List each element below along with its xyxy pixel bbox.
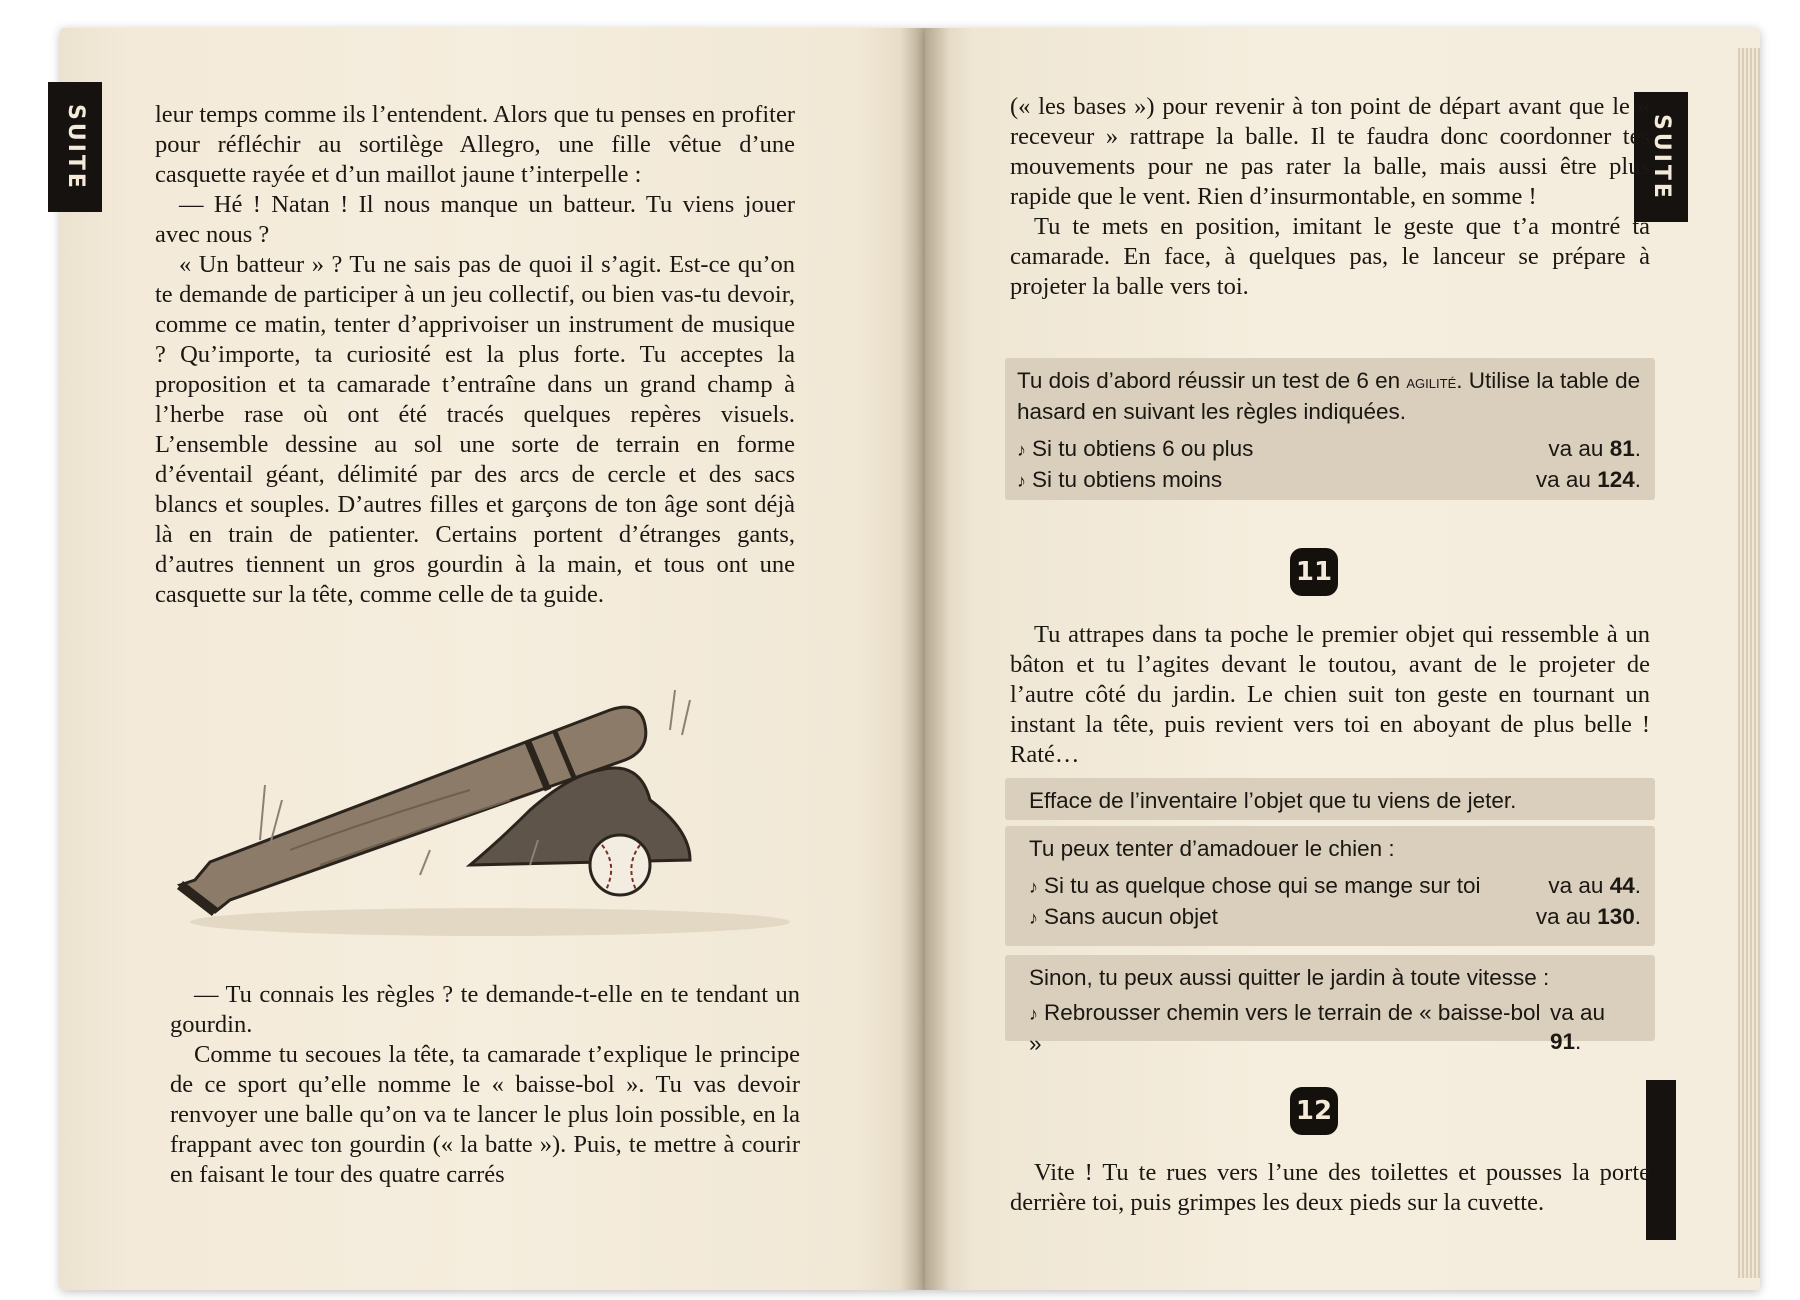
music-note-icon: ♪ <box>1017 471 1026 491</box>
test-instructions: Tu dois d’abord réussir un test de 6 en agilité. Utilise la table de hasard en suivant les règles indiquées. <box>1017 368 1641 424</box>
music-note-icon: ♪ <box>1029 908 1038 928</box>
agility-test-box <box>1005 358 1655 500</box>
music-note-icon: ♪ <box>1029 1004 1038 1024</box>
suite-tab-left: SUITE <box>48 82 102 212</box>
page-edge <box>1738 48 1760 1278</box>
paragraph: Vite ! Tu te rues vers l’une des toilettes et pousses la porte derrière toi, puis grimpes les deux pieds sur la cuvette. <box>1010 1159 1650 1216</box>
choice-option[interactable]: ♪ Rebrousser chemin vers le terrain de « baisse-bol » va au 91. <box>1029 1000 1606 1056</box>
book-gutter <box>900 28 950 1290</box>
baseball-bat-glove-ball-illustration <box>170 690 810 950</box>
dog-choice-box <box>1005 826 1655 946</box>
left-page-text-top <box>155 100 795 610</box>
box-title: Sinon, tu peux aussi quitter le jardin à toute vitesse : <box>1029 965 1550 990</box>
section-11-text <box>1010 620 1650 770</box>
choice-option[interactable]: ♪ Si tu as quelque chose qui se mange sur toi va au 44. <box>1029 873 1641 898</box>
paragraph: leur temps comme ils l’entendent. Alors que tu penses en profiter pour réfléchir au sortilège Allegro, une fille vêtue d’une casquette rayée et d’un maillot jaune t’interpelle : <box>155 101 795 188</box>
paragraph: Tu te mets en position, imitant le geste que t’a montré ta camarade. En face, à quelques pas, le lanceur se prépare à projeter la balle vers toi. <box>1010 213 1650 300</box>
paragraph: — Hé ! Natan ! Il nous manque un batteur. Tu viens jouer avec nous ? <box>155 191 795 248</box>
inventory-box: Efface de l’inventaire l’objet que tu viens de jeter. <box>1005 778 1655 820</box>
section-number-12: 12 <box>1290 1087 1338 1135</box>
stat-name: agilité <box>1406 372 1457 393</box>
paragraph: Comme tu secoues la tête, ta camarade t’explique le principe de ce sport qu’elle nomme le « baisse-bol ». Tu vas devoir renvoyer une balle qu’on va te lancer le plus loin possible, en la frappant avec ton gourdin (« la batte »). Puis, te mettre à courir en faisant le tour des quatre carrés <box>170 1041 800 1188</box>
paragraph: (« les bases ») pour revenir à ton point de départ avant que le « receveur » rattrape la balle. Il te faudra donc coordonner tes mouvements pour ne pas rater la balle, mais aussi être plus rapide que le vent. Rien d’insurmontable, en somme ! <box>1010 93 1650 210</box>
choice-option[interactable]: ♪ Si tu obtiens moins va au 124. <box>1017 467 1641 492</box>
left-page-text-bottom <box>170 980 800 1190</box>
paragraph: Tu attrapes dans ta poche le premier objet qui ressemble à un bâton et tu l’agites devant le toutou, avant de le projeter de l’autre côté du jardin. Le chien suit ton geste en tournant un instant la tête, puis revient vers toi en aboyant de plus belle ! Raté… <box>1010 621 1650 768</box>
choice-option[interactable]: ♪ Sans aucun objet va au 130. <box>1029 904 1641 929</box>
music-note-icon: ♪ <box>1017 440 1026 460</box>
paragraph: — Tu connais les règles ? te demande-t-elle en te tendant un gourdin. <box>170 981 800 1038</box>
section-12-text <box>1010 1158 1650 1218</box>
flee-choice-box <box>1005 955 1655 1056</box>
section-number-11: 11 <box>1290 548 1338 596</box>
edge-marker <box>1646 1080 1676 1240</box>
choice-option[interactable]: ♪ Si tu obtiens 6 ou plus va au 81. <box>1017 436 1641 461</box>
box-title: Tu peux tenter d’amadouer le chien : <box>1029 836 1395 861</box>
paragraph: « Un batteur » ? Tu ne sais pas de quoi il s’agit. Est-ce qu’on te demande de participer à un jeu collectif, ou bien vas-tu devoir, comme ce matin, tenter d’apprivoiser un instrument de musique ? Qu’importe, ta curiosité est la plus forte. Tu acceptes la proposition et ta camarade t’entraîne dans un grand champ à l’herbe rase où ont été tracés quelques repères visuels. L’ensemble dessine au sol une sorte de terrain en forme d’éventail géant, délimité par des arcs de cercle et des sacs blancs et souples. D’autres filles et garçons de ton âge sont déjà là en train de patienter. Certains portent d’étranges gants, d’autres tiennent un gros gourdin à la main, et tous ont une casquette sur la tête, comme celle de ta guide. <box>155 251 795 608</box>
right-page-text-top <box>1010 92 1650 302</box>
music-note-icon: ♪ <box>1029 877 1038 897</box>
suite-tab-right: SUITE <box>1634 92 1688 222</box>
